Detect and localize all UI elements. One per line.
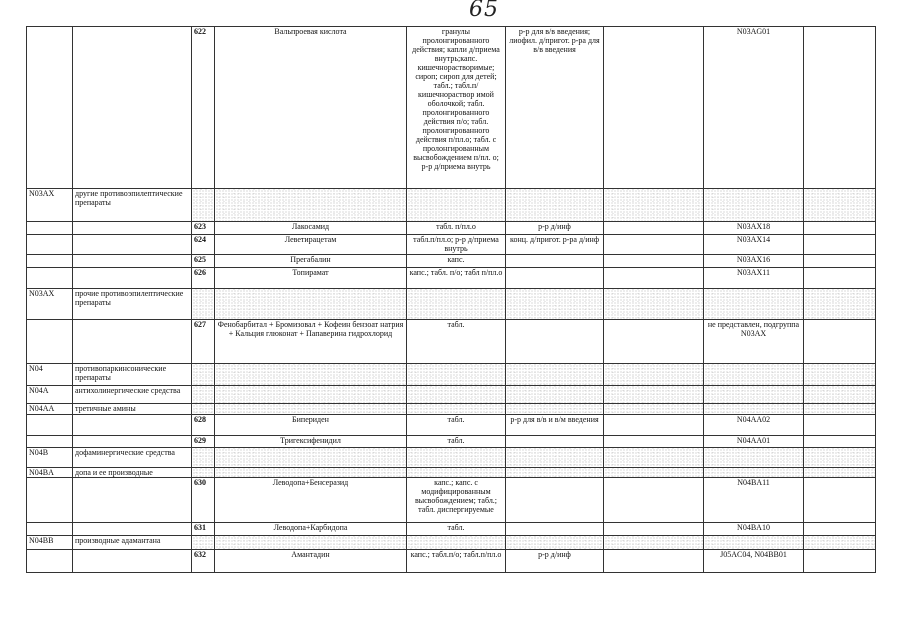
empty-cell	[804, 268, 876, 289]
atc-code: N04AA01	[704, 436, 804, 448]
empty-cell	[407, 536, 506, 550]
drug-name: Леводопа+Карбидопа	[215, 523, 407, 536]
empty-cell	[192, 386, 215, 404]
empty-cell	[407, 386, 506, 404]
empty-cell	[804, 189, 876, 222]
drug-row	[27, 436, 876, 448]
empty-cell	[704, 386, 804, 404]
empty-cell	[215, 364, 407, 386]
dosage-forms: табл.п/пл.о; р-р д/приема внутрь	[407, 235, 506, 255]
empty-cell	[215, 386, 407, 404]
empty-cell	[804, 468, 876, 478]
injection-forms	[506, 478, 604, 523]
empty-cell	[804, 27, 876, 189]
atc-group-code: N04B	[27, 448, 73, 468]
empty-cell	[73, 27, 192, 189]
empty-cell	[27, 550, 73, 573]
row-number: 627	[192, 320, 215, 364]
row-number: 624	[192, 235, 215, 255]
empty-cell	[506, 448, 604, 468]
empty-cell	[804, 222, 876, 235]
injection-forms	[506, 268, 604, 289]
drug-row	[27, 550, 876, 573]
row-number: 632	[192, 550, 215, 573]
empty-cell	[804, 415, 876, 436]
empty-cell	[604, 235, 704, 255]
empty-cell	[604, 27, 704, 189]
drug-row	[27, 415, 876, 436]
empty-cell	[192, 189, 215, 222]
atc-code: N03AX14	[704, 235, 804, 255]
atc-group-code: N04A	[27, 386, 73, 404]
empty-cell	[604, 386, 704, 404]
empty-cell	[604, 478, 704, 523]
empty-cell	[604, 523, 704, 536]
dosage-forms: капс.	[407, 255, 506, 268]
atc-group-name: антихолинергические средства	[73, 386, 192, 404]
empty-cell	[704, 468, 804, 478]
dosage-forms: табл.	[407, 523, 506, 536]
atc-group-code: N04BB	[27, 536, 73, 550]
group-row	[27, 189, 876, 222]
atc-group-code: N03AX	[27, 189, 73, 222]
empty-cell	[407, 289, 506, 320]
empty-cell	[215, 536, 407, 550]
empty-cell	[604, 415, 704, 436]
drug-row	[27, 235, 876, 255]
empty-cell	[704, 364, 804, 386]
injection-forms	[506, 320, 604, 364]
empty-cell	[73, 436, 192, 448]
dosage-forms: табл.	[407, 320, 506, 364]
drug-row	[27, 222, 876, 235]
empty-cell	[215, 404, 407, 415]
empty-cell	[506, 404, 604, 415]
empty-cell	[73, 268, 192, 289]
empty-cell	[804, 436, 876, 448]
atc-code: N04BA11	[704, 478, 804, 523]
injection-forms	[506, 255, 604, 268]
page-number: 65	[469, 0, 499, 22]
empty-cell	[604, 364, 704, 386]
empty-cell	[604, 448, 704, 468]
atc-code: не представлен, подгруппа N03AX	[704, 320, 804, 364]
empty-cell	[407, 189, 506, 222]
group-row	[27, 536, 876, 550]
drug-name: Тригексифенидил	[215, 436, 407, 448]
empty-cell	[506, 468, 604, 478]
row-number: 629	[192, 436, 215, 448]
empty-cell	[506, 289, 604, 320]
empty-cell	[27, 235, 73, 255]
empty-cell	[604, 550, 704, 573]
empty-cell	[804, 478, 876, 523]
empty-cell	[804, 550, 876, 573]
atc-group-code: N03AX	[27, 289, 73, 320]
empty-cell	[804, 320, 876, 364]
empty-cell	[804, 255, 876, 268]
drug-row	[27, 523, 876, 536]
dosage-forms: табл. п/пл.о	[407, 222, 506, 235]
dosage-forms: капс.; табл.п/о; табл.п/пл.о	[407, 550, 506, 573]
empty-cell	[604, 289, 704, 320]
empty-cell	[215, 448, 407, 468]
dosage-forms: табл.	[407, 415, 506, 436]
empty-cell	[192, 448, 215, 468]
drug-name: Леводопа+Бенсеразид	[215, 478, 407, 523]
atc-group-code: N04	[27, 364, 73, 386]
empty-cell	[27, 415, 73, 436]
atc-code: N03AG01	[704, 27, 804, 189]
injection-forms	[506, 523, 604, 536]
dosage-forms: капс.; капс. с модифицированным высвобождением; табл.; табл. диспергируемые	[407, 478, 506, 523]
empty-cell	[27, 436, 73, 448]
empty-cell	[27, 268, 73, 289]
drug-name: Вальпроевая кислота	[215, 27, 407, 189]
injection-forms: р-р для в/в и в/м введения	[506, 415, 604, 436]
drug-name: Бипериден	[215, 415, 407, 436]
drug-name: Амантадин	[215, 550, 407, 573]
injection-forms: р-р д/инф	[506, 550, 604, 573]
atc-code: N04AA02	[704, 415, 804, 436]
empty-cell	[27, 523, 73, 536]
drug-name: Топирамат	[215, 268, 407, 289]
empty-cell	[73, 415, 192, 436]
empty-cell	[73, 222, 192, 235]
row-number: 631	[192, 523, 215, 536]
drug-row	[27, 27, 876, 189]
empty-cell	[73, 550, 192, 573]
empty-cell	[604, 436, 704, 448]
empty-cell	[27, 27, 73, 189]
empty-cell	[804, 235, 876, 255]
empty-cell	[604, 468, 704, 478]
empty-cell	[215, 289, 407, 320]
empty-cell	[604, 536, 704, 550]
drug-row	[27, 478, 876, 523]
group-row	[27, 364, 876, 386]
empty-cell	[73, 523, 192, 536]
empty-cell	[27, 478, 73, 523]
atc-group-name: другие противоэпилептические препараты	[73, 189, 192, 222]
empty-cell	[604, 222, 704, 235]
empty-cell	[804, 523, 876, 536]
empty-cell	[604, 320, 704, 364]
empty-cell	[704, 448, 804, 468]
empty-cell	[704, 189, 804, 222]
injection-forms: р-р для в/в введения; лиофил. д/пригот. р-ра для в/в введения	[506, 27, 604, 189]
drug-name: Леветирацетам	[215, 235, 407, 255]
empty-cell	[704, 289, 804, 320]
injection-forms: р-р д/инф	[506, 222, 604, 235]
empty-cell	[192, 468, 215, 478]
empty-cell	[604, 189, 704, 222]
dosage-forms: табл.	[407, 436, 506, 448]
empty-cell	[804, 364, 876, 386]
empty-cell	[73, 235, 192, 255]
empty-cell	[407, 448, 506, 468]
atc-code: N04BA10	[704, 523, 804, 536]
empty-cell	[604, 255, 704, 268]
empty-cell	[604, 404, 704, 415]
atc-group-name: прочие противоэпилептические препараты	[73, 289, 192, 320]
empty-cell	[804, 404, 876, 415]
group-row	[27, 404, 876, 415]
drug-row	[27, 255, 876, 268]
empty-cell	[192, 404, 215, 415]
atc-group-name: противопаркинсонические препараты	[73, 364, 192, 386]
empty-cell	[804, 536, 876, 550]
empty-cell	[704, 404, 804, 415]
row-number: 622	[192, 27, 215, 189]
empty-cell	[407, 468, 506, 478]
atc-code: N03AX18	[704, 222, 804, 235]
drug-registry-table	[26, 26, 876, 573]
empty-cell	[215, 468, 407, 478]
row-number: 630	[192, 478, 215, 523]
group-row	[27, 289, 876, 320]
drug-name: Прегабалин	[215, 255, 407, 268]
group-row	[27, 468, 876, 478]
empty-cell	[804, 289, 876, 320]
dosage-forms: гранулы пролонгированного действия; капли д/приема внутрь;капс. кишечнорастворимые; сироп; сироп для детей; табл.; табл.п/кишечнораствор имой оболочкой; табл. пролонгированного действия п/о; табл. пролонгированного действия п/пл.о; табл. с пролонгированным высвобождением п/пл. о; р-р д/приема внутрь	[407, 27, 506, 189]
group-row	[27, 386, 876, 404]
empty-cell	[27, 320, 73, 364]
empty-cell	[192, 364, 215, 386]
atc-group-code: N04AA	[27, 404, 73, 415]
empty-cell	[27, 222, 73, 235]
atc-code: N03AX16	[704, 255, 804, 268]
dosage-forms: капс.; табл. п/о; табл п/пл.о	[407, 268, 506, 289]
empty-cell	[604, 268, 704, 289]
empty-cell	[804, 386, 876, 404]
atc-code: J05AC04, N04BB01	[704, 550, 804, 573]
empty-cell	[73, 320, 192, 364]
atc-group-name: допа и ее производные	[73, 468, 192, 478]
drug-name: Фенобарбитал + Бромизовал + Кофеин бензоат натрия + Кальция глюконат + Папаверина гидрохлорид	[215, 320, 407, 364]
empty-cell	[506, 536, 604, 550]
empty-cell	[704, 536, 804, 550]
empty-cell	[215, 189, 407, 222]
drug-row	[27, 268, 876, 289]
injection-forms: конц. д/пригот. р-ра д/инф	[506, 235, 604, 255]
empty-cell	[506, 189, 604, 222]
empty-cell	[73, 478, 192, 523]
empty-cell	[192, 536, 215, 550]
group-row	[27, 448, 876, 468]
row-number: 626	[192, 268, 215, 289]
empty-cell	[804, 448, 876, 468]
atc-group-name: производные адамантана	[73, 536, 192, 550]
empty-cell	[506, 386, 604, 404]
row-number: 628	[192, 415, 215, 436]
empty-cell	[192, 289, 215, 320]
empty-cell	[407, 404, 506, 415]
atc-group-name: третичные амины	[73, 404, 192, 415]
atc-group-name: дофаминергические средства	[73, 448, 192, 468]
empty-cell	[27, 255, 73, 268]
empty-cell	[407, 364, 506, 386]
empty-cell	[73, 255, 192, 268]
atc-code: N03AX11	[704, 268, 804, 289]
row-number: 623	[192, 222, 215, 235]
drug-name: Лакосамид	[215, 222, 407, 235]
drug-row	[27, 320, 876, 364]
empty-cell	[506, 364, 604, 386]
injection-forms	[506, 436, 604, 448]
row-number: 625	[192, 255, 215, 268]
atc-group-code: N04BA	[27, 468, 73, 478]
